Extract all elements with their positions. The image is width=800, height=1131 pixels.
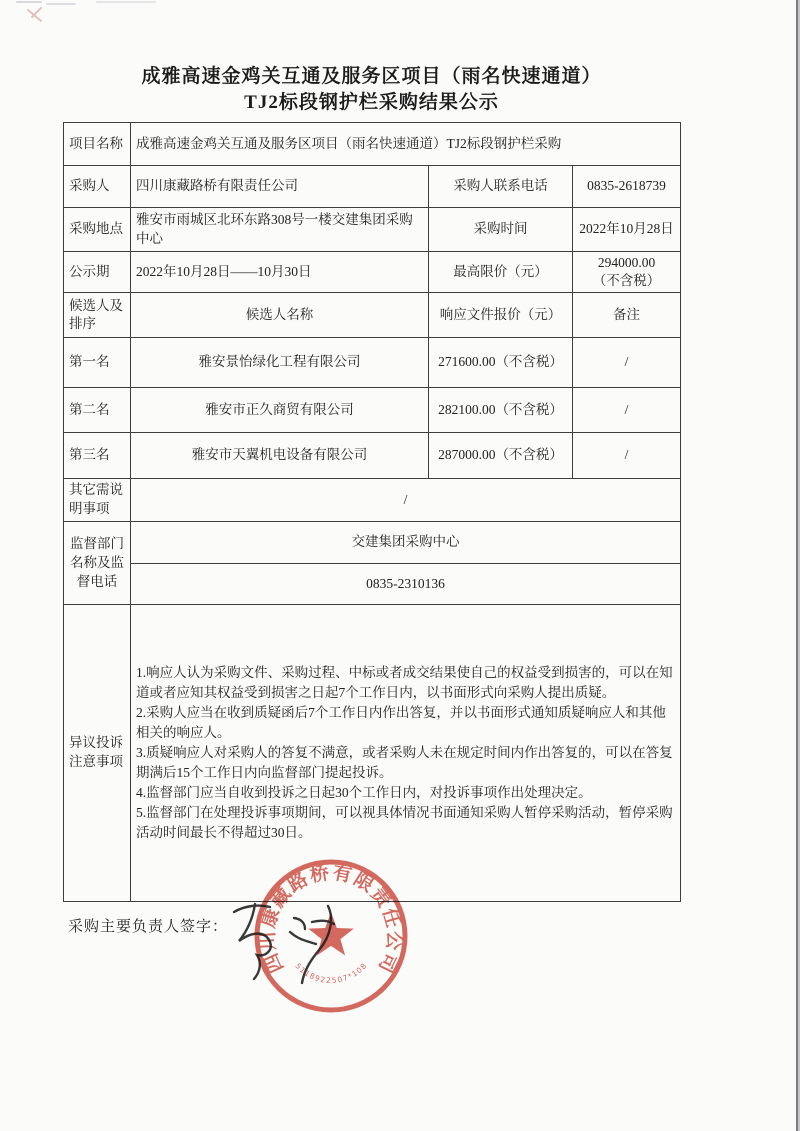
seal-code-text: 5118922507*108 [293,960,370,986]
purchaser-label: 采购人 [64,166,131,208]
candidate-name: 雅安景怡绿化工程有限公司 [131,338,429,388]
handwritten-signature [212,888,362,998]
dispute-item-5: 5.监督部门在处理投诉事项期间，可以视具体情况书面通知采购人暂停采购活动，暂停采购活动时间最长不得超过30日。 [136,805,673,841]
publicity-period-value: 2022年10月28日——10月30日 [131,252,429,293]
candidate-price: 287000.00（不含税） [429,433,573,479]
scan-artifact [96,1,156,3]
candidate-rank: 第二名 [64,388,131,433]
other-notes-label: 其它需说明事项 [64,479,131,522]
candidate-name-header: 候选人名称 [131,293,429,338]
candidate-remark: / [573,433,681,479]
other-notes-value: / [131,479,681,522]
document-title-line1: 成雅高速金鸡关互通及服务区项目（雨名快速通道） [141,66,602,87]
publicity-period-label: 公示期 [64,252,131,293]
table-row-candidate-header [64,293,681,338]
supervision-label: 监督部门名称及监督电话 [64,522,131,605]
purchaser-phone-value: 0835-2618739 [573,166,681,208]
purchase-time-value: 2022年10月28日 [573,208,681,252]
purchaser-phone-label: 采购人联系电话 [429,166,573,208]
candidate-price: 282100.00（不含税） [429,388,573,433]
candidate-remark: / [573,388,681,433]
dispute-label: 异议投诉注意事项 [64,605,131,902]
table-row-candidate-1 [64,338,681,388]
project-name-value: 成雅高速金鸡关互通及服务区项目（雨名快速通道）TJ2标段钢护栏采购 [131,123,681,166]
candidate-name: 雅安市天翼机电设备有限公司 [131,433,429,479]
supervision-phone-value: 0835-2310136 [131,564,681,605]
candidate-remark: / [573,338,681,388]
table-row-project [64,123,681,166]
document-title-line2: TJ2标段钢护栏采购结果公示 [244,92,499,113]
table-row-candidate-2 [64,388,681,433]
candidate-name: 雅安市正久商贸有限公司 [131,388,429,433]
scan-artifact [16,1,42,3]
table-row-location [64,208,681,252]
table-row-candidate-3 [64,433,681,479]
max-price-amount: 294000.00 [597,255,656,270]
candidate-rank: 第三名 [64,433,131,479]
dispute-item-4: 4.监督部门应当自收到投诉之日起30个工作日内，对投诉事项作出处理决定。 [136,785,592,801]
supervision-dept-value: 交建集团采购中心 [131,522,681,564]
candidate-remark-header: 备注 [573,293,681,338]
dispute-item-3: 3.质疑响应人对采购人的答复不满意，或者采购人未在规定时间内作出答复的，可以在答复期满后15个工作日内向监督部门提起投诉。 [136,745,673,781]
candidate-rank-header: 候选人及排序 [64,293,131,338]
table-row-other-notes [64,479,681,522]
document-title [63,64,680,116]
candidate-price-header: 响应文件报价（元） [429,293,573,338]
table-row-publicity [64,252,681,293]
location-label: 采购地点 [64,208,131,252]
pen-mark [24,4,54,32]
dispute-item-2: 2.采购人应当在收到质疑函后7个工作日内作出答复，并以书面形式通知质疑响应人和其他相关的响应人。 [136,705,666,741]
candidate-price: 271600.00（不含税） [429,338,573,388]
table-row-supervision-phone [64,564,681,605]
candidate-rank: 第一名 [64,338,131,388]
max-price-value [573,252,681,293]
project-name-label: 项目名称 [64,123,131,166]
table-row-purchaser [64,166,681,208]
purchaser-value: 四川康藏路桥有限责任公司 [131,166,429,208]
signature-field-label: 采购主要负责人签字： [68,919,229,935]
announcement-table [63,122,681,902]
dispute-item-1: 1.响应人认为采购文件、采购过程、中标或者成交结果使自己的权益受到损害的，可以在知道或者应知其权益受到损害之日起7个工作日内，以书面形式向采购人提出质疑。 [136,665,673,701]
max-price-label: 最高限价（元） [429,252,573,293]
seal-company-text: 四川康藏路桥有限责任公司 [257,862,405,978]
location-value: 雅安市雨城区北环东路308号一楼交建集团采购中心 [131,208,429,252]
table-row-supervision-dept [64,522,681,564]
purchase-time-label: 采购时间 [429,208,573,252]
max-price-note: （不含税） [592,273,661,289]
